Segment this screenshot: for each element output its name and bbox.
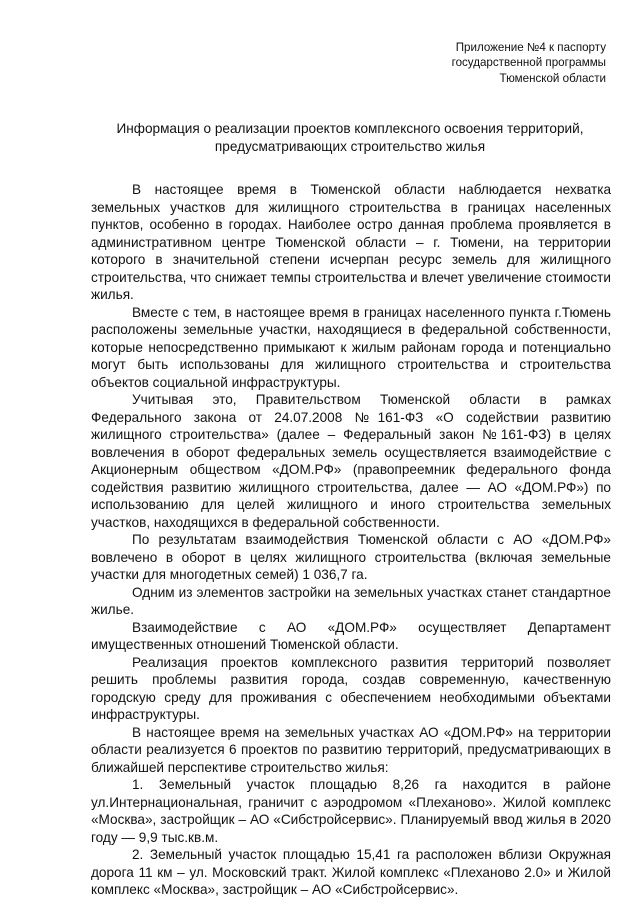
document-body (91, 181, 611, 899)
annex-header (366, 40, 606, 86)
paragraph: В настоящее время на земельных участках АО «ДОМ.РФ» на территории области реализуется 6 проектов по развитию территорий, предусматривающих в ближайшей перспективе строительство жилья: (91, 724, 611, 775)
document-title (90, 120, 610, 155)
annex-line-1: Приложение №4 к паспорту (455, 41, 606, 54)
paragraph: 2. Земельный участок площадью 15,41 га расположен вблизи Окружная дорога 11 км – ул. Московский тракт. Жилой комплекс «Плеханово 2.0» и Жилой комплекс «Москва», застройщик – АО «Сибстройсервис». (91, 847, 611, 897)
paragraph: Реализация проектов комплексного развития территорий позволяет решить проблемы развития города, создав современную, качественную городскую среду для проживания с обеспечением необходимыми объектами инфраструктуры. (91, 654, 611, 722)
paragraph: В настоящее время в Тюменской области наблюдается нехватка земельных участков для жилищного строительства в границах населенных пунктов, особенно в городах. Наиболее остро данная проблема проявляется в административном центре Тюменской области – г. Тюмени, на территории которого в значительной степени исчерпан ресурс земель для жилищного строительства, что снижает темпы строительства и влечет увеличение стоимости жилья. (91, 182, 611, 302)
paragraph: По результатам взаимодействия Тюменской области с АО «ДОМ.РФ» вовлечено в оборот в целях жилищного строительства (включая земельные участки для многодетных семей) 1 036,7 га. (91, 532, 611, 582)
paragraph: 1. Земельный участок площадью 8,26 га находится в районе ул.Интернациональная, граничит с аэродромом «Плеханово». Жилой комплекс «Москва», застройщик – АО «Сибстройсервис». Планируемый ввод жилья в 2020 году — 9,9 тыс.кв.м. (91, 777, 611, 845)
paragraph: Одним из элементов застройки на земельных участках станет стандартное жилье. (91, 584, 611, 617)
title-line-2: предусматривающих строительство жилья (214, 138, 486, 154)
paragraph: Учитывая это, Правительством Тюменской области в рамках Федерального закона от 24.07.2008 №161-ФЗ «О содействии развитию жилищного строительства» (далее – Федеральный закон №161-ФЗ) в целях вовлечения в оборот федеральных земель осуществляется взаимодействие с Акционерным обществом «ДОМ.РФ» (правопреемник федерального фонда содействия развитию жилищного строительства, далее — АО «ДОМ.РФ») по использованию для целей жилищного и иного строительства земельных участков, находящихся в федеральной собственности. (91, 392, 611, 530)
title-line-1: Информация о реализации проектов комплексного освоения территорий, (116, 121, 584, 136)
annex-line-3: Тюменской области (499, 71, 606, 85)
paragraph: Взаимодействие с АО «ДОМ.РФ» осуществляет Департамент имущественных отношений Тюменской области. (91, 619, 611, 652)
annex-line-2: государственной программы (451, 56, 606, 70)
paragraph: Вместе с тем, в настоящее время в границах населенного пункта г.Тюмень расположены земельные участки, находящиеся в федеральной собственности, которые непосредственно примыкают к жилым районам города и потенциально могут быть использованы для жилищного строительства и строительства объектов социальной инфраструктуры. (91, 304, 611, 390)
